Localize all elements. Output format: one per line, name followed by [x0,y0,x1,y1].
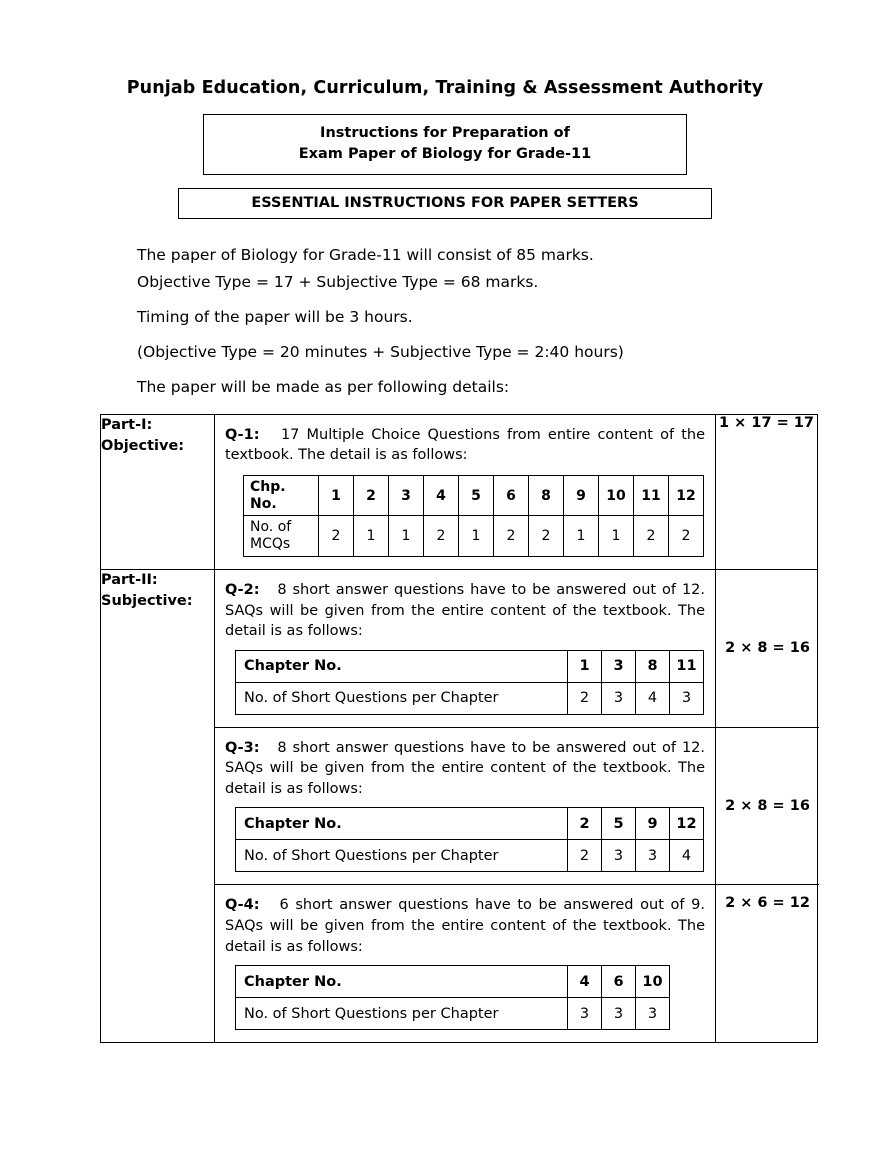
q2-description: 8 short answer questions have to be answered out of 12. SAQs will be given from the entire content of the textbook. The detail is as follows: [225,581,706,640]
mcq-chapter-2: 3 [389,475,424,516]
mcq-chapter-4: 5 [459,475,494,516]
q3-text-wrap [225,738,705,800]
q4-distribution-table [235,965,670,1030]
q2-chapter-1: 3 [602,650,636,682]
intro-line-4: (Objective Type = 20 minutes + Subjective Type = 2:40 hours) [137,342,624,361]
q3-chapter-2: 9 [636,808,670,840]
q4-body-cell [215,885,716,1042]
q4-count-row [236,998,670,1030]
mcq-chapter-label-cell [244,475,319,516]
mcq-count-2: 1 [389,516,424,557]
q3-description: 8 short answer questions have to be answered out of 12. SAQs will be given from the entire content of the textbook. The detail is as follows: [225,739,706,797]
q4-chapter-2: 10 [636,966,670,998]
q3-chapter-3: 12 [670,808,704,840]
q4-description: 6 short answer questions have to be answered out of 9. SAQs will be given from the entire content of the textbook. The detail is as follows: [225,897,705,955]
intro-line-2: Objective Type = 17 + Subjective Type = 68 marks. [137,272,539,291]
q3-count-row [236,840,704,872]
mcq-distribution-table [243,475,704,557]
q2-text-wrap [225,580,705,642]
part2-label-cell [101,569,215,1042]
mcq-count-row [244,516,704,557]
table-row-part2 [101,569,818,1042]
mcq-chapter-5: 6 [494,475,529,516]
part2-body-cell [215,569,818,1042]
table-row-part1 [101,414,818,569]
q3-count-2: 3 [636,840,670,872]
q2-count-label: No. of Short Questions per Chapter [236,682,568,714]
q3-block [215,728,715,885]
q3-chapter-1: 5 [602,808,636,840]
part2-question-table [215,570,819,1042]
q2-count-3: 3 [670,682,704,714]
q2-distribution-table [235,650,704,715]
q1-description: 17 Multiple Choice Questions from entire content of the textbook. The detail is as follows: [225,426,706,464]
q2-count-2: 4 [636,682,670,714]
part1-label-line1: Part-I: [101,416,153,433]
q3-count-label: No. of Short Questions per Chapter [236,840,568,872]
q2-chapter-2: 8 [636,650,670,682]
intro-section [75,245,815,398]
document-subtitle-box: ESSENTIAL INSTRUCTIONS FOR PAPER SETTERS [178,188,712,219]
q3-distribution-table [235,807,704,872]
mcq-count-4: 1 [459,516,494,557]
q2-count-0: 2 [568,682,602,714]
q2-chapter-label: Chapter No. [236,650,568,682]
mcq-chapter-label-line2: No. [250,495,277,512]
mcq-chapter-6: 8 [529,475,564,516]
q4-chapter-1: 6 [602,966,636,998]
q2-chapter-0: 1 [568,650,602,682]
part1-body-cell [215,414,716,569]
organization-title: Punjab Education, Curriculum, Training & Assessment Authority [126,78,764,98]
part1-label-cell [101,414,215,569]
q4-count-0: 3 [568,998,602,1030]
mcq-count-10: 2 [669,516,704,557]
intro-line-3: Timing of the paper will be 3 hours. [137,307,413,326]
mcq-count-3: 2 [424,516,459,557]
q2-marks-cell: 2 × 8 = 16 [716,570,820,727]
mcq-chapter-8: 10 [599,475,634,516]
q2-count-row [236,682,704,714]
q3-chapter-0: 2 [568,808,602,840]
q3-count-3: 4 [670,840,704,872]
q4-chapter-0: 4 [568,966,602,998]
q1-text-wrap [225,425,705,466]
q4-chapter-label: Chapter No. [236,966,568,998]
q2-count-1: 3 [602,682,636,714]
mcq-count-label-line1: No. of [250,519,292,536]
intro-line-5: The paper will be made as per following details: [137,377,510,396]
q3-row [215,727,819,885]
q4-block [215,885,715,1042]
mcq-chapter-1: 2 [354,475,389,516]
mcq-count-1: 1 [354,516,389,557]
mcq-count-label-line2: MCQs [250,536,291,553]
mcq-count-8: 1 [599,516,634,557]
q4-row [215,885,819,1042]
mcq-count-5: 2 [494,516,529,557]
q3-chapter-label: Chapter No. [236,808,568,840]
q3-body-cell [215,727,716,885]
q3-count-1: 3 [602,840,636,872]
mcq-count-7: 1 [564,516,599,557]
q2-chapter-row [236,650,704,682]
q1-label: Q-1: [225,426,260,443]
mcq-chapter-9: 11 [634,475,669,516]
q4-text-wrap [225,895,705,957]
mcq-count-6: 2 [529,516,564,557]
part2-label-line1: Part-II: [101,571,158,588]
mcq-chapter-0: 1 [319,475,354,516]
document-title-line2: Exam Paper of Biology for Grade-11 [298,146,592,163]
mcq-chapter-row [244,475,704,516]
mcq-chapter-3: 4 [424,475,459,516]
q4-count-2: 3 [636,998,670,1030]
mcq-count-9: 2 [634,516,669,557]
q1-block [215,415,715,569]
q3-marks-cell: 2 × 8 = 16 [716,727,820,885]
q2-chapter-3: 11 [670,650,704,682]
mcq-chapter-10: 12 [669,475,704,516]
mcq-chapter-7: 9 [564,475,599,516]
q3-chapter-row [236,808,704,840]
q1-marks-cell: 1 × 17 = 17 [716,414,818,569]
q4-count-label: No. of Short Questions per Chapter [236,998,568,1030]
part2-label-line2: Subjective: [101,593,193,609]
mcq-chapter-label-line1: Chp. [250,478,286,495]
q3-label: Q-3: [225,739,260,756]
paper-structure-table [100,414,818,1044]
intro-line-1: The paper of Biology for Grade-11 will consist of 85 marks. [137,246,594,265]
mcq-count-label-cell [244,516,319,557]
q4-chapter-row [236,966,670,998]
q4-marks-cell: 2 × 6 = 12 [716,885,820,1042]
part1-label-line2: Objective: [101,437,185,454]
document-title-line1: Instructions for Preparation of [320,125,570,141]
document-title-box [203,114,687,175]
q2-block [215,570,715,727]
q3-count-0: 2 [568,840,602,872]
q4-label: Q-4: [225,897,260,914]
q2-row [215,570,819,727]
q2-label: Q-2: [225,581,260,598]
mcq-count-0: 2 [319,516,354,557]
q2-body-cell [215,570,716,727]
q4-count-1: 3 [602,998,636,1030]
